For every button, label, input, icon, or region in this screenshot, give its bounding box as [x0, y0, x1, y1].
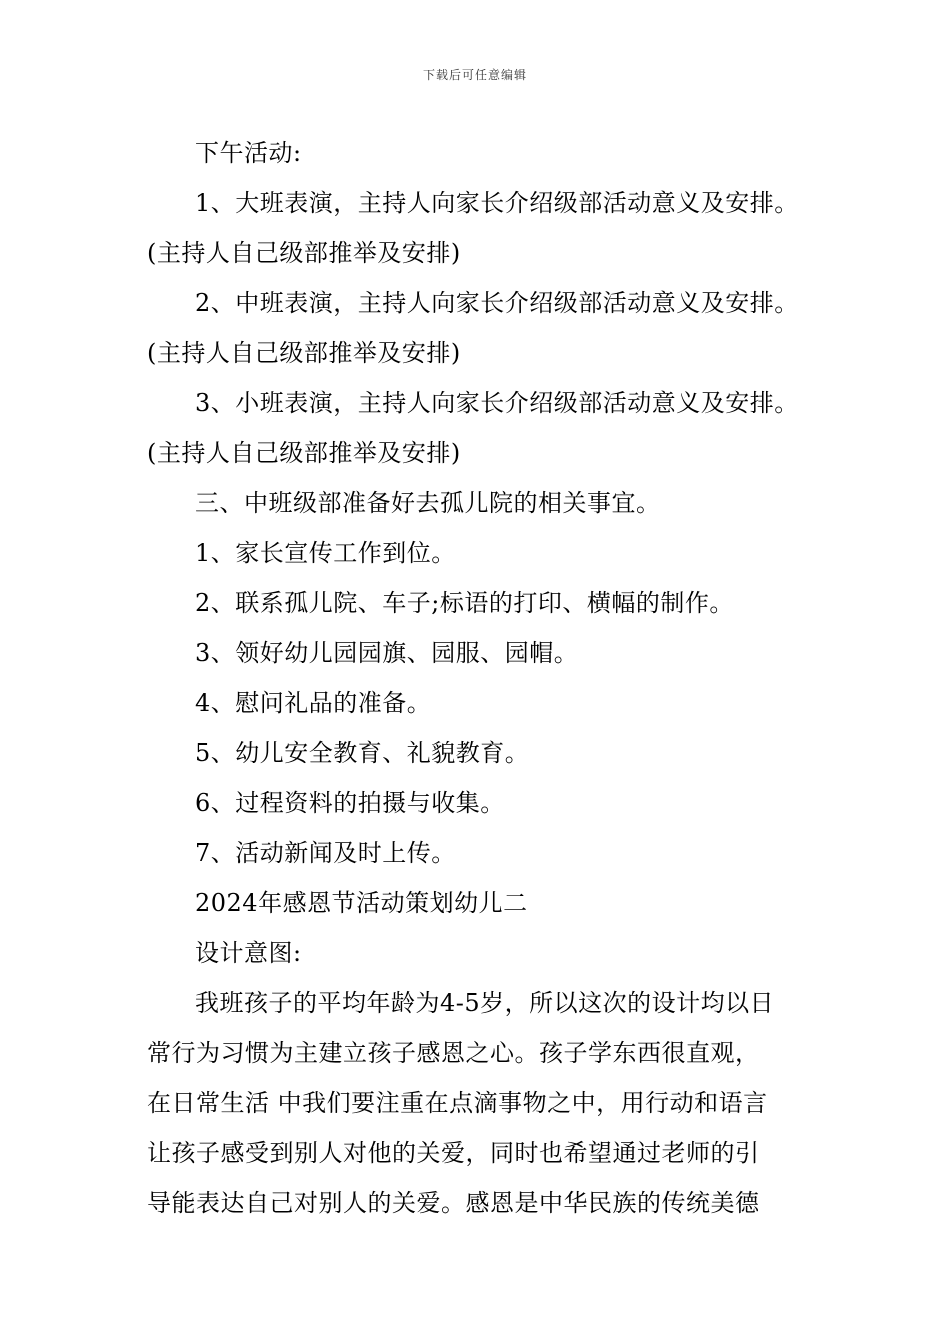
- list-item-6: 6、过程资料的拍摄与收集。: [195, 789, 505, 817]
- list-item-5: 5、幼儿安全教育、礼貌教育。: [195, 739, 530, 767]
- paragraph-item-3-small-class: 3、小班表演，主持人向家长介绍级部活动意义及安排。: [195, 389, 799, 417]
- paragraph-section-three: 三、中班级部准备好去孤儿院的相关事宜。: [195, 489, 661, 517]
- body-line-3: 在日常生活 中我们要注重在点滴事物之中，用行动和语言: [147, 1089, 768, 1117]
- paragraph-afternoon-activities: 下午活动:: [195, 139, 302, 167]
- body-line-5: 导能表达自己对别人的关爱。感恩是中华民族的传统美德: [147, 1189, 760, 1217]
- body-line-1: 我班孩子的平均年龄为4-5岁，所以这次的设计均以日: [195, 989, 775, 1017]
- paragraph-note-3: (主持人自己级部推举及安排): [147, 439, 461, 467]
- section-title: 2024年感恩节活动策划幼儿二: [195, 889, 528, 917]
- design-intent-heading: 设计意图:: [195, 939, 302, 967]
- document-body: [147, 128, 827, 1228]
- list-item-3: 3、领好幼儿园园旗、园服、园帽。: [195, 639, 579, 667]
- paragraph-item-1-big-class: 1、大班表演，主持人向家长介绍级部活动意义及安排。: [195, 189, 799, 217]
- list-item-2: 2、联系孤儿院、车子;标语的打印、横幅的制作。: [195, 589, 734, 617]
- paragraph-item-2-middle-class: 2、中班表演，主持人向家长介绍级部活动意义及安排。: [195, 289, 799, 317]
- body-line-4: 让孩子感受到别人对他的关爱，同时也希望通过老师的引: [147, 1139, 760, 1167]
- list-item-4: 4、慰问礼品的准备。: [195, 689, 432, 717]
- list-item-7: 7、活动新闻及时上传。: [195, 839, 456, 867]
- body-line-2: 常行为习惯为主建立孩子感恩之心。孩子学东西很直观，: [147, 1039, 760, 1067]
- page-header: 下载后可任意编辑: [422, 68, 527, 82]
- list-item-1: 1、家长宣传工作到位。: [195, 539, 456, 567]
- paragraph-note-2: (主持人自己级部推举及安排): [147, 339, 461, 367]
- paragraph-note-1: (主持人自己级部推举及安排): [147, 239, 461, 267]
